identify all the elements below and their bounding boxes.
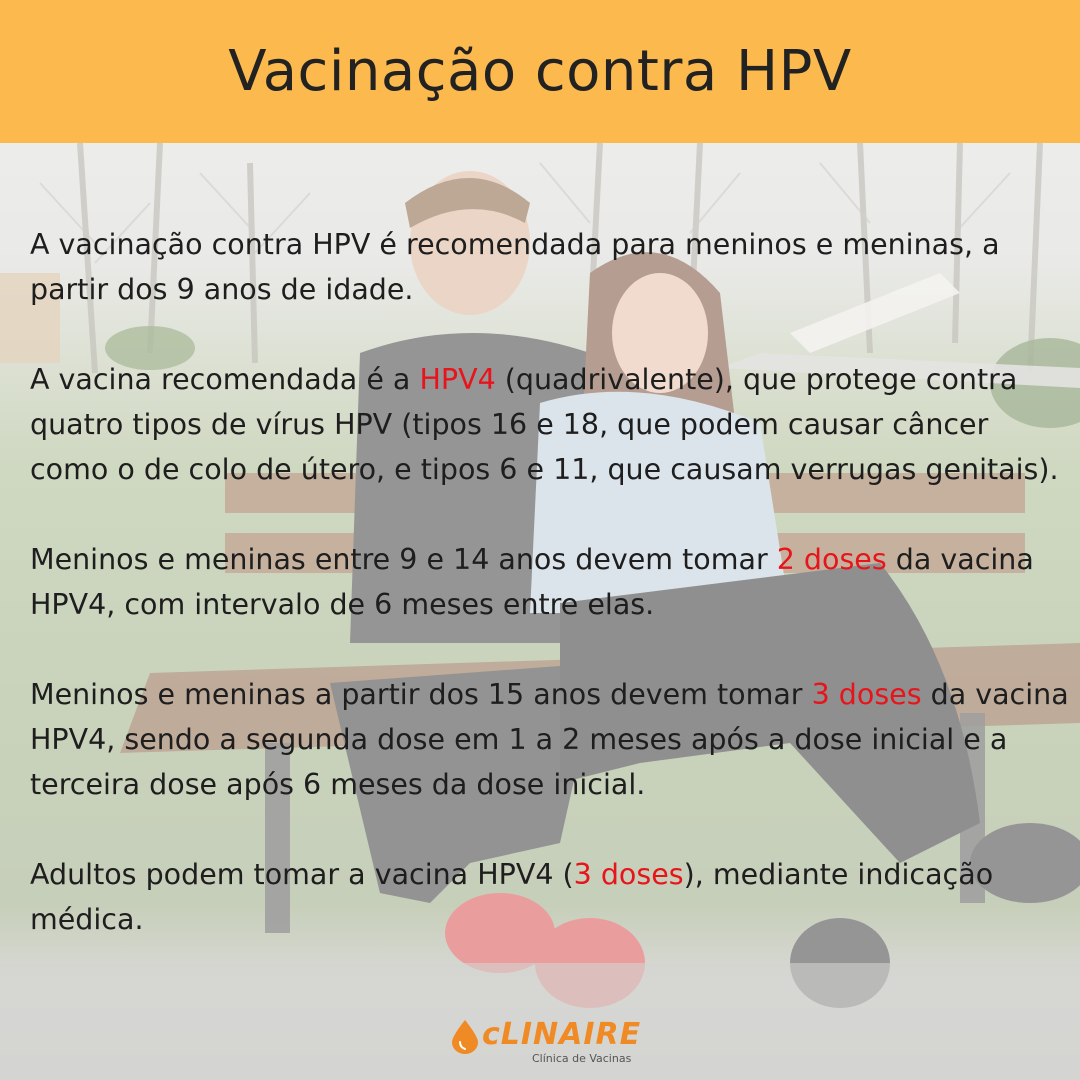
paragraph-text: A vacinação contra HPV é recomendada para meninos e meninas, a partir dos 9 anos de idade. [30,228,1000,306]
paragraph-recommendation [30,222,1070,312]
paragraph-adults [30,852,1070,942]
paragraph-15-plus-years [30,672,1070,807]
logo-brand: cLINAIRE [482,1017,642,1052]
header-band [0,0,1080,143]
paragraph-9-14-years [30,537,1070,627]
paragraph-text: (quadrivalente), que protege contra quatro tipos de vírus HPV (tipos 16 e 18, que podem causar câncer como o de colo de útero, e tipos 6 e 11, que causam verrugas genitais). [30,363,1059,486]
paragraph-text: A vacina recomendada é a [30,363,420,396]
logo-tagline: Clínica de Vacinas [532,1052,632,1065]
page-title: Vacinação contra HPV [228,39,852,104]
clinaire-logo [450,1018,640,1068]
paragraph-text: da vacina HPV4, sendo a segunda dose em 1 a 2 meses após a dose inicial e a terceira dose após 6 meses da dose inicial. [30,678,1069,801]
droplet-icon [452,1020,478,1054]
paragraph-vaccine-type [30,357,1070,492]
paragraph-text: Meninos e meninas entre 9 e 14 anos devem tomar [30,543,777,576]
highlight-3-doses-adults: 3 doses [573,858,684,891]
highlight-3-doses: 3 doses [811,678,922,711]
paragraph-text: Meninos e meninas a partir dos 15 anos devem tomar [30,678,812,711]
paragraph-text: Adultos podem tomar a vacina HPV4 ( [30,858,574,891]
paragraph-text: da vacina HPV4, com intervalo de 6 meses entre elas. [30,543,1034,621]
paragraph-text: ), mediante indicação médica. [30,858,994,936]
highlight-hpv4: HPV4 [419,363,496,396]
highlight-2-doses: 2 doses [776,543,887,576]
info-text [30,222,1070,987]
